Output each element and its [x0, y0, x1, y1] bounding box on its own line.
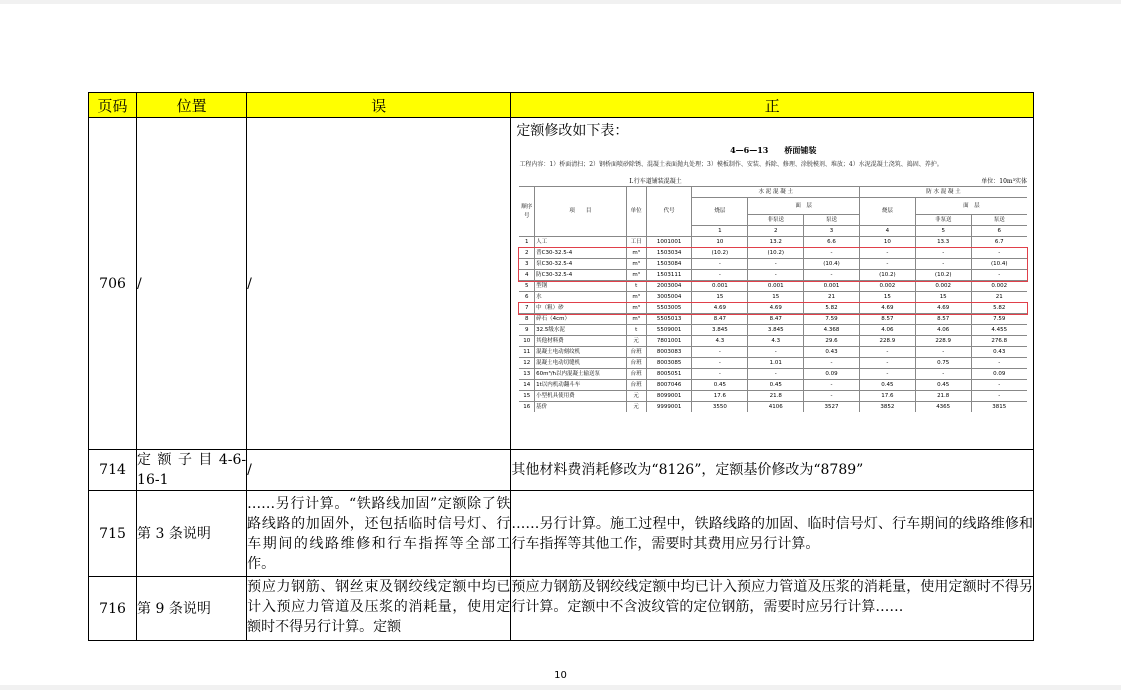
quota-subtitle-row [519, 176, 1027, 186]
quota-cell: 17.6 [859, 391, 915, 402]
quota-cell: 10 [859, 237, 915, 248]
quota-cell: 4.3 [692, 336, 748, 347]
header-correct: 正 [511, 93, 1034, 118]
row-page: 716 [89, 577, 137, 641]
top-edge-bar [0, 0, 1121, 4]
quota-cell: m³ [626, 248, 646, 259]
quota-cell: 4.455 [971, 325, 1027, 336]
quota-row [519, 369, 1027, 380]
quota-cell: 小型机具使用费 [535, 391, 626, 402]
row-page: 706 [89, 118, 137, 450]
quota-cell: 13.2 [748, 237, 804, 248]
quota-cell: 0.45 [915, 380, 971, 391]
quota-cell: - [859, 248, 915, 259]
quota-cell: 10 [519, 336, 534, 347]
quota-h-unit: 单位 [626, 187, 646, 237]
quota-row [519, 358, 1027, 369]
quota-cell: 台班 [626, 369, 646, 380]
quota-cell: 其他材料费 [535, 336, 626, 347]
row-position: / [137, 118, 247, 450]
quota-cell: 14 [519, 380, 534, 391]
quota-cell: 8.47 [748, 314, 804, 325]
quota-cell: 1.01 [748, 358, 804, 369]
table-row [89, 491, 1034, 577]
quota-cell: 0.43 [971, 347, 1027, 358]
row-position: 第 9 条说明 [137, 577, 247, 641]
quota-cell: 9 [519, 325, 534, 336]
quota-cell: - [748, 270, 804, 281]
quota-cell: 3852 [859, 402, 915, 413]
quota-cell: 5.82 [971, 303, 1027, 314]
quota-cell: 1t以内机动翻斗车 [535, 380, 626, 391]
quota-cell: 12 [519, 358, 534, 369]
quota-h-code: 代号 [646, 187, 692, 237]
quota-cell: 8.57 [915, 314, 971, 325]
quota-cell: - [915, 347, 971, 358]
quota-cell: 元 [626, 336, 646, 347]
bottom-edge-bar [0, 685, 1121, 690]
quota-subtitle: Ⅰ.行车道铺装混凝土 [629, 178, 682, 185]
quota-cell: 15 [915, 292, 971, 303]
row-page: 715 [89, 491, 137, 577]
quota-cell: (10.2) [748, 248, 804, 259]
quota-cell: 6.7 [971, 237, 1027, 248]
quota-cell: 3815 [971, 402, 1027, 413]
quota-h-group2: 防 水 混 凝 土 [859, 187, 1027, 198]
quota-cell: - [804, 248, 860, 259]
header-position: 位置 [137, 93, 247, 118]
row-wrong: / [247, 118, 511, 450]
quota-cell: - [692, 347, 748, 358]
quota-cell: 0.45 [859, 380, 915, 391]
quota-cell: 6.6 [804, 237, 860, 248]
quota-cell: 13 [519, 369, 534, 380]
quota-cell: t [626, 325, 646, 336]
quota-cell: 228.9 [915, 336, 971, 347]
quota-row [519, 402, 1027, 413]
quota-cell: - [971, 358, 1027, 369]
quota-cell: 6 [519, 292, 534, 303]
quota-cell: 1503111 [646, 270, 692, 281]
quota-cell: 元 [626, 391, 646, 402]
quota-cell: 8.47 [692, 314, 748, 325]
quota-head-row1 [519, 187, 1027, 198]
quota-h-seq: 顺序号 [519, 187, 534, 237]
quota-cell: 7 [519, 303, 534, 314]
quota-cell: (10.4) [971, 259, 1027, 270]
quota-h-pump-1: 泵送 [804, 215, 860, 226]
quota-cell: 2003004 [646, 281, 692, 292]
quota-cell: m³ [626, 303, 646, 314]
quota-cell: 4365 [915, 402, 971, 413]
quota-cell: 防C30-32.5-4 [535, 270, 626, 281]
row-wrong: ……另行计算。“铁路线加固”定额除了铁路线路的加固外，还包括临时信号灯、行车期间的线路维修和行车指挥等全部工作。 [247, 491, 511, 577]
quota-cell: - [971, 270, 1027, 281]
quota-h-surface-1: 面 层 [748, 198, 860, 215]
quota-cell: 4.69 [859, 303, 915, 314]
quota-cell: 0.001 [692, 281, 748, 292]
quota-cell: 5505013 [646, 314, 692, 325]
quota-cell: 0.001 [748, 281, 804, 292]
quota-cell: - [748, 259, 804, 270]
row-position: 第 3 条说明 [137, 491, 247, 577]
quota-cell: - [915, 248, 971, 259]
row-wrong: / [247, 450, 511, 491]
quota-cell: 0.002 [915, 281, 971, 292]
quota-colnum: 5 [915, 226, 971, 237]
quota-cell: 3005004 [646, 292, 692, 303]
quota-cell: 8003083 [646, 347, 692, 358]
quota-cell: 5509001 [646, 325, 692, 336]
row-page: 714 [89, 450, 137, 491]
row-wrong: 预应力钢筋、钢丝束及钢绞线定额中均已计入预应力管道及压浆的消耗量，使用定额时不得另行计算。定额 [247, 577, 511, 641]
quota-cell: 7.59 [804, 314, 860, 325]
quota-cell: 1001001 [646, 237, 692, 248]
table-row [89, 118, 1034, 450]
quota-cell: m³ [626, 259, 646, 270]
quota-cell: (10.2) [692, 248, 748, 259]
quota-cell: 0.45 [692, 380, 748, 391]
quota-cell: 4.3 [748, 336, 804, 347]
quota-cell: 21 [971, 292, 1027, 303]
quota-cell: 7.59 [971, 314, 1027, 325]
quota-cell: m³ [626, 292, 646, 303]
quota-cell: - [692, 259, 748, 270]
quota-cell: 中（粗）砂 [535, 303, 626, 314]
quota-cell: 8.57 [859, 314, 915, 325]
quota-cell: 17.6 [692, 391, 748, 402]
quota-cell: 10 [692, 237, 748, 248]
quota-table [519, 186, 1027, 412]
quota-cell: 1503034 [646, 248, 692, 259]
quota-cell: 13.3 [915, 237, 971, 248]
quota-cell: 混凝土电动刻纹机 [535, 347, 626, 358]
quota-cell: 8 [519, 314, 534, 325]
quota-cell: 5.82 [804, 303, 860, 314]
quota-cell: - [971, 380, 1027, 391]
row-correct: ……另行计算。施工过程中，铁路线路的加固、临时信号灯、行车期间的线路维修和行车指挥等其他工作，需要时其费用应另行计算。 [511, 491, 1034, 577]
quota-cell: 4.06 [859, 325, 915, 336]
quota-cell: 11 [519, 347, 534, 358]
quota-cell: - [748, 369, 804, 380]
header-page: 页码 [89, 93, 137, 118]
quota-row [519, 292, 1027, 303]
quota-cell: t [626, 281, 646, 292]
quota-colnum: 2 [748, 226, 804, 237]
quota-cell: 4106 [748, 402, 804, 413]
quota-cell: 泵C30-32.5-4 [535, 259, 626, 270]
quota-cell: 0.002 [859, 281, 915, 292]
quota-cell: 台班 [626, 358, 646, 369]
quota-cell: - [859, 369, 915, 380]
quota-cell: - [915, 369, 971, 380]
quota-cell: 2 [519, 248, 534, 259]
quota-cell: 3.845 [748, 325, 804, 336]
quota-cell: 水 [535, 292, 626, 303]
quota-cell: 60m³/h以内混凝土输送泵 [535, 369, 626, 380]
table-header-row [89, 93, 1034, 118]
quota-row [519, 325, 1027, 336]
quota-cell: 4.06 [915, 325, 971, 336]
quota-cell: 0.75 [915, 358, 971, 369]
quota-cell: - [859, 347, 915, 358]
quota-cell: 21.8 [915, 391, 971, 402]
quota-cell: (10.2) [915, 270, 971, 281]
quota-cell: 32.5级水泥 [535, 325, 626, 336]
quota-cell: 基价 [535, 402, 626, 413]
quota-cell: 5 [519, 281, 534, 292]
quota-cell: 1 [519, 237, 534, 248]
quota-cell: m³ [626, 314, 646, 325]
header-wrong: 误 [247, 93, 511, 118]
quota-cell: m³ [626, 270, 646, 281]
quota-cell: 15 [748, 292, 804, 303]
quota-cell: - [915, 259, 971, 270]
quota-cell: 台班 [626, 380, 646, 391]
quota-cell: 21.8 [748, 391, 804, 402]
quota-row [519, 347, 1027, 358]
quota-h-leveling-2: 烧层 [859, 198, 915, 226]
quota-table-image [511, 145, 1033, 416]
quota-cell: 9999001 [646, 402, 692, 413]
quota-cell: 型钢 [535, 281, 626, 292]
quota-cell: 7801001 [646, 336, 692, 347]
quota-row [519, 270, 1027, 281]
quota-cell: 15 [519, 391, 534, 402]
quota-h-nonpump-1: 非泵送 [748, 215, 804, 226]
quota-title: 4—6—13 桥面铺装 [730, 145, 817, 155]
quota-cell: 4 [519, 270, 534, 281]
quota-cell: 普C30-32.5-4 [535, 248, 626, 259]
quota-row [519, 314, 1027, 325]
quota-cell: 碎石（4cm） [535, 314, 626, 325]
quota-cell: 228.9 [859, 336, 915, 347]
quota-cell: - [692, 369, 748, 380]
row-correct [511, 118, 1034, 450]
quota-h-leveling-1: 烧层 [692, 198, 748, 226]
quota-cell: 16 [519, 402, 534, 413]
quota-cell: 台班 [626, 347, 646, 358]
quota-h-pump-2: 泵送 [971, 215, 1027, 226]
quota-row [519, 380, 1027, 391]
quota-cell: - [692, 270, 748, 281]
quota-cell: 0.002 [971, 281, 1027, 292]
page-number: 10 [554, 670, 567, 681]
quota-cell: - [971, 248, 1027, 259]
quota-row [519, 259, 1027, 270]
quota-row [519, 391, 1027, 402]
quota-cell: - [804, 270, 860, 281]
quota-cell: 人工 [535, 237, 626, 248]
quota-cell: 4.69 [692, 303, 748, 314]
quota-cell: - [859, 259, 915, 270]
quota-cell: 15 [859, 292, 915, 303]
quota-cell: 工日 [626, 237, 646, 248]
quota-cell: 混凝土电动切缝机 [535, 358, 626, 369]
quota-row [519, 303, 1027, 314]
quota-cell: 15 [692, 292, 748, 303]
quota-cell: 3550 [692, 402, 748, 413]
row-position: 定 额 子 目 4-6-16-1 [137, 450, 247, 491]
quota-h-item: 项 目 [535, 187, 626, 237]
quota-cell: 4.368 [804, 325, 860, 336]
quota-row [519, 237, 1027, 248]
quota-cell: (10.4) [804, 259, 860, 270]
row-correct: 其他材料费消耗修改为“8126”，定额基价修改为“8789” [511, 450, 1034, 491]
quota-cell: 276.8 [971, 336, 1027, 347]
quota-row [519, 281, 1027, 292]
quota-cell: 0.09 [971, 369, 1027, 380]
quota-colnum: 4 [859, 226, 915, 237]
quota-cell: 3527 [804, 402, 860, 413]
quota-cell: 4.69 [748, 303, 804, 314]
quota-cell: 0.09 [804, 369, 860, 380]
quota-cell: 21 [804, 292, 860, 303]
quota-cell: - [748, 347, 804, 358]
quota-cell: - [692, 358, 748, 369]
quota-h-surface-2: 面 层 [915, 198, 1027, 215]
table-row [89, 577, 1034, 641]
errata-table [88, 92, 1034, 641]
table-row [89, 450, 1034, 491]
quota-cell: 29.6 [804, 336, 860, 347]
quota-cell: - [804, 391, 860, 402]
quota-cell: 8003085 [646, 358, 692, 369]
quota-h-group1: 水 泥 混 凝 土 [692, 187, 859, 198]
quota-unit: 单位：10m³实体 [981, 178, 1027, 185]
quota-h-nonpump-2: 非泵送 [915, 215, 971, 226]
quota-cell: - [859, 358, 915, 369]
quota-row [519, 336, 1027, 347]
quota-cell: - [804, 380, 860, 391]
quota-cell: - [971, 391, 1027, 402]
quota-cell: 4.69 [915, 303, 971, 314]
quota-cell: 元 [626, 402, 646, 413]
quota-cell: 8099001 [646, 391, 692, 402]
quota-cell: 3 [519, 259, 534, 270]
quota-row [519, 248, 1027, 259]
quota-cell: 0.001 [804, 281, 860, 292]
quota-cell: 5503005 [646, 303, 692, 314]
quota-cell: 8005051 [646, 369, 692, 380]
quota-cell: 0.43 [804, 347, 860, 358]
quota-colnum: 6 [971, 226, 1027, 237]
quota-cell: 0.45 [748, 380, 804, 391]
quota-cell: (10.2) [859, 270, 915, 281]
quota-cell: - [804, 358, 860, 369]
correct-intro: 定额修改如下表： [516, 123, 629, 139]
quota-content: 工程内容：1）桥面清扫；2）钢桥面喷砂除锈、混凝土表面抛丸处理；3）模板制作、安装、拆除、修理、涂脱模剂、堆放；4）水泥混凝土浇筑、捣固、养护。 [519, 161, 943, 168]
quota-cell: 3.845 [692, 325, 748, 336]
quota-colnum: 3 [804, 226, 860, 237]
row-correct: 预应力钢筋及钢绞线定额中均已计入预应力管道及压浆的消耗量，使用定额时不得另行计算。定额中不含波纹管的定位钢筋，需要时应另行计算…… [511, 577, 1034, 641]
quota-cell: 8007046 [646, 380, 692, 391]
quota-colnum: 1 [692, 226, 748, 237]
quota-cell: 1503084 [646, 259, 692, 270]
